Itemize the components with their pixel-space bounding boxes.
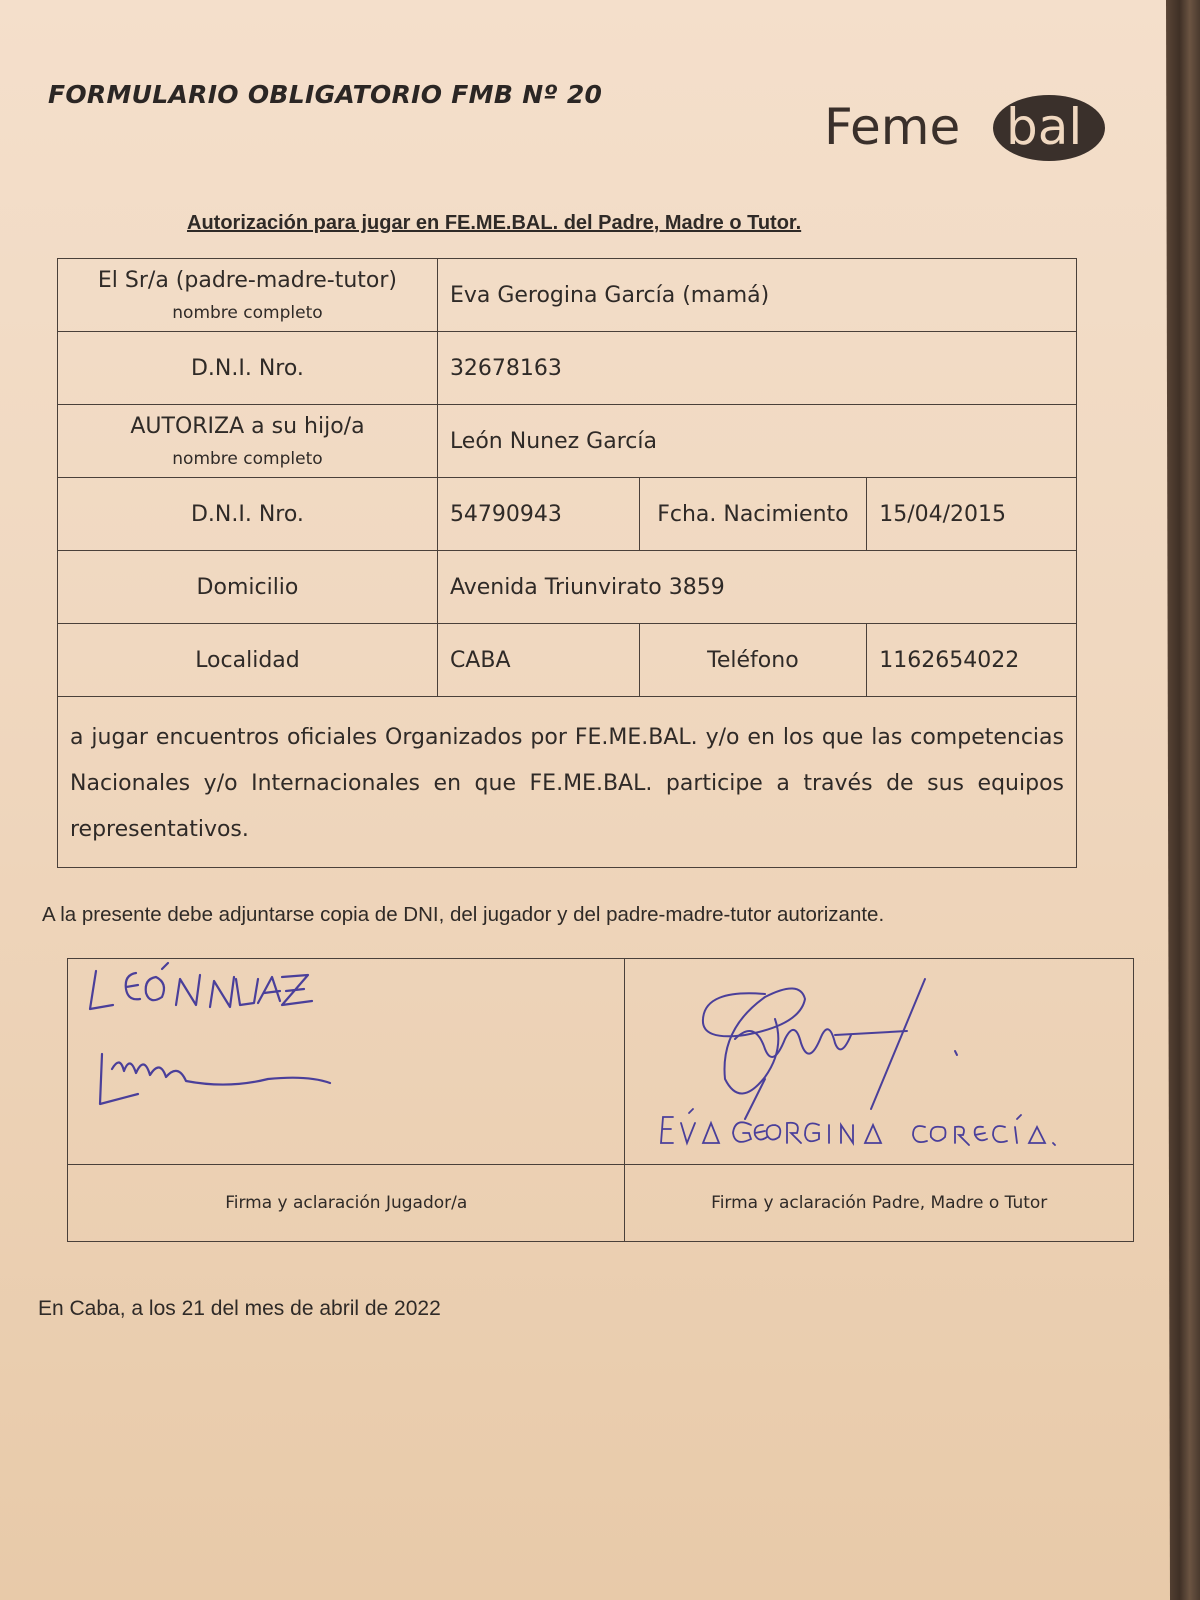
signature-table [67, 958, 1134, 1242]
player-signature-drawing [68, 959, 624, 1164]
parent-signature-box[interactable] [625, 959, 1134, 1165]
svg-text:bal: bal [1006, 98, 1083, 156]
authorization-clause: a jugar encuentros oficiales Organizados por FE.ME.BAL. y/o en los que las competencias Nacionales y/o Internacionales en que FE.ME.BAL. participe a través de sus equipos representativos. [58, 697, 1077, 868]
parent-sublabel: nombre completo [172, 302, 323, 323]
locality-field[interactable]: CABA [437, 624, 639, 697]
parent-label-cell [58, 259, 438, 332]
femebal-logo [824, 92, 1109, 164]
clause-row [58, 697, 1077, 868]
child-label: AUTORIZA a su hijo/a [130, 413, 365, 439]
child-sublabel: nombre completo [172, 448, 323, 469]
birth-date-field[interactable]: 15/04/2015 [867, 478, 1077, 551]
birth-date-label: Fcha. Nacimiento [639, 478, 867, 551]
child-name-row [58, 405, 1077, 478]
authorization-table [57, 258, 1077, 868]
parent-signature-drawing [625, 959, 1132, 1164]
phone-field[interactable]: 1162654022 [867, 624, 1077, 697]
attachment-note: A la presente debe adjuntarse copia de DNI, del jugador y del padre-madre-tutor autorizante. [42, 903, 885, 926]
place-and-date: En Caba, a los 21 del mes de abril de 2022 [38, 1297, 441, 1320]
player-signature-box[interactable] [68, 959, 625, 1165]
parent-dni-row [58, 332, 1077, 405]
document-subtitle: Autorización para jugar en FE.ME.BAL. del Padre, Madre o Tutor. [187, 212, 802, 234]
address-row [58, 551, 1077, 624]
child-dni-label: D.N.I. Nro. [58, 478, 438, 551]
parent-label: El Sr/a (padre-madre-tutor) [97, 267, 398, 293]
child-dni-row [58, 478, 1077, 551]
parent-name-row [58, 259, 1077, 332]
parent-signature-caption: Firma y aclaración Padre, Madre o Tutor [625, 1165, 1134, 1242]
parent-dni-label: D.N.I. Nro. [58, 332, 438, 405]
svg-text:Feme: Feme [824, 98, 961, 156]
parent-name-field[interactable]: Eva Gerogina García (mamá) [437, 259, 1076, 332]
child-name-field[interactable]: León Nunez García [437, 405, 1076, 478]
address-field[interactable]: Avenida Triunvirato 3859 [437, 551, 1076, 624]
child-label-cell [58, 405, 438, 478]
locality-label: Localidad [58, 624, 438, 697]
locality-row [58, 624, 1077, 697]
form-code-title: FORMULARIO OBLIGATORIO FMB Nº 20 [48, 80, 603, 109]
address-label: Domicilio [58, 551, 438, 624]
wooden-table-edge [1166, 0, 1200, 1600]
parent-dni-field[interactable]: 32678163 [437, 332, 1076, 405]
player-signature-caption: Firma y aclaración Jugador/a [68, 1165, 625, 1242]
child-dni-field[interactable]: 54790943 [437, 478, 639, 551]
phone-label: Teléfono [639, 624, 867, 697]
